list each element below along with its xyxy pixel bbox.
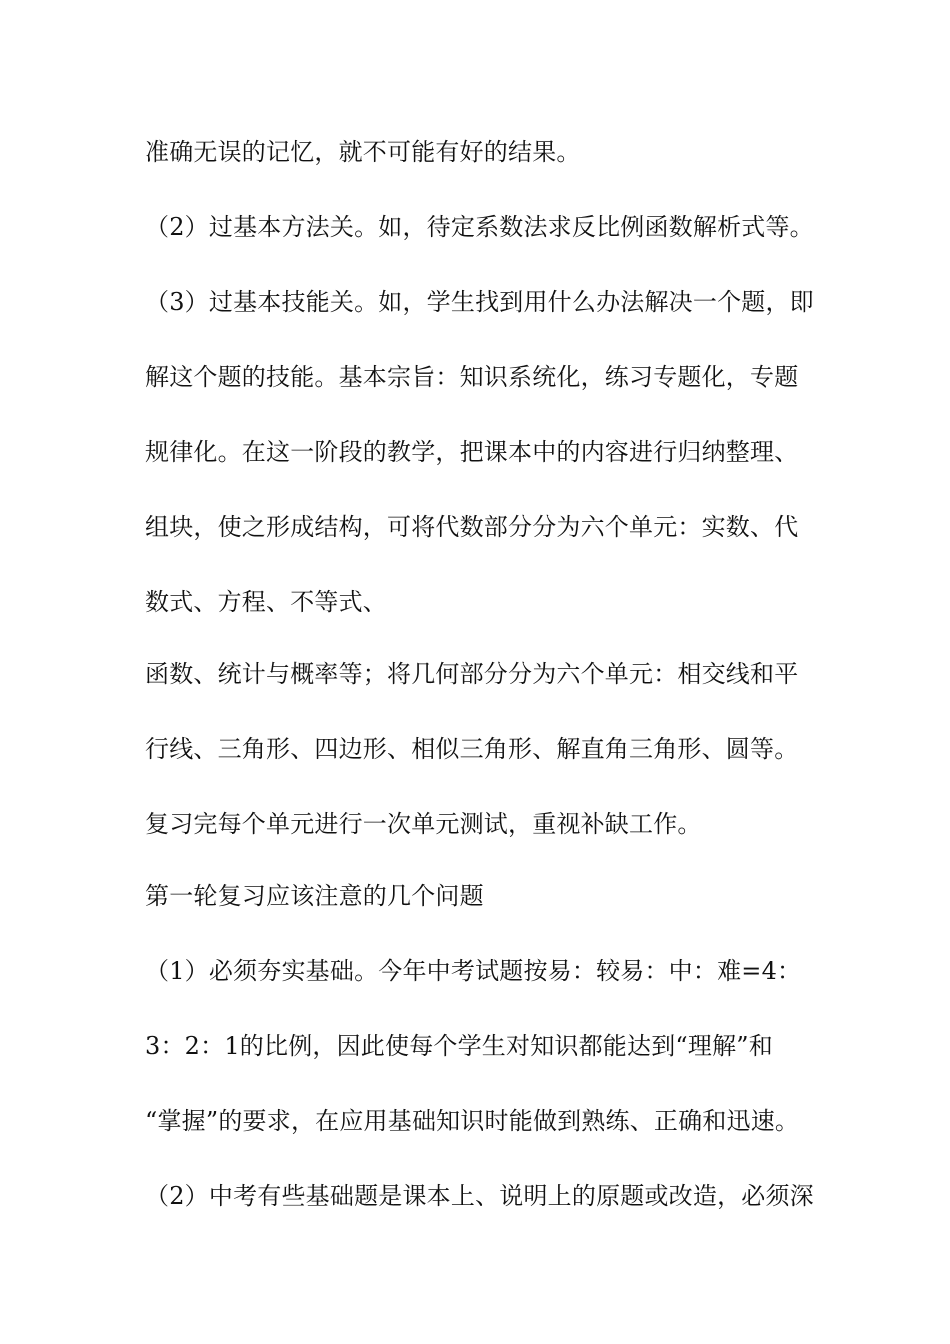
text-line: 解这个题的技能。基本宗旨：知识系统化，练习专题化，专题: [145, 363, 799, 391]
text-line: 组块，使之形成结构，可将代数部分分为六个单元：实数、代: [145, 513, 799, 541]
section-heading: 第一轮复习应该注意的几个问题: [145, 882, 484, 910]
text-line: （1）必须夯实基础。今年中考试题按易：较易：中：难=4：: [145, 957, 802, 985]
text-line: 准确无误的记忆，就不可能有好的结果。: [145, 138, 581, 166]
text-line: “掌握”的要求，在应用基础知识时能做到熟练、正确和迅速。: [145, 1107, 800, 1135]
text-line: 函数、统计与概率等；将几何部分分为六个单元：相交线和平: [145, 660, 799, 688]
text-line: 复习完每个单元进行一次单元测试，重视补缺工作。: [145, 810, 702, 838]
text-line: （2）过基本方法关。如，待定系数法求反比例函数解析式等。: [145, 213, 814, 241]
text-line: 3：2：1的比例，因此使每个学生对知识都能达到“理解”和: [145, 1032, 773, 1060]
text-line: 行线、三角形、四边形、相似三角形、解直角三角形、圆等。: [145, 735, 799, 763]
text-line: （3）过基本技能关。如，学生找到用什么办法解决一个题，即: [145, 288, 814, 316]
text-line: 规律化。在这一阶段的教学，把课本中的内容进行归纳整理、: [145, 438, 799, 466]
text-line: 数式、方程、不等式、: [145, 588, 387, 616]
text-line: （2）中考有些基础题是课本上、说明上的原题或改造，必须深: [145, 1182, 814, 1210]
